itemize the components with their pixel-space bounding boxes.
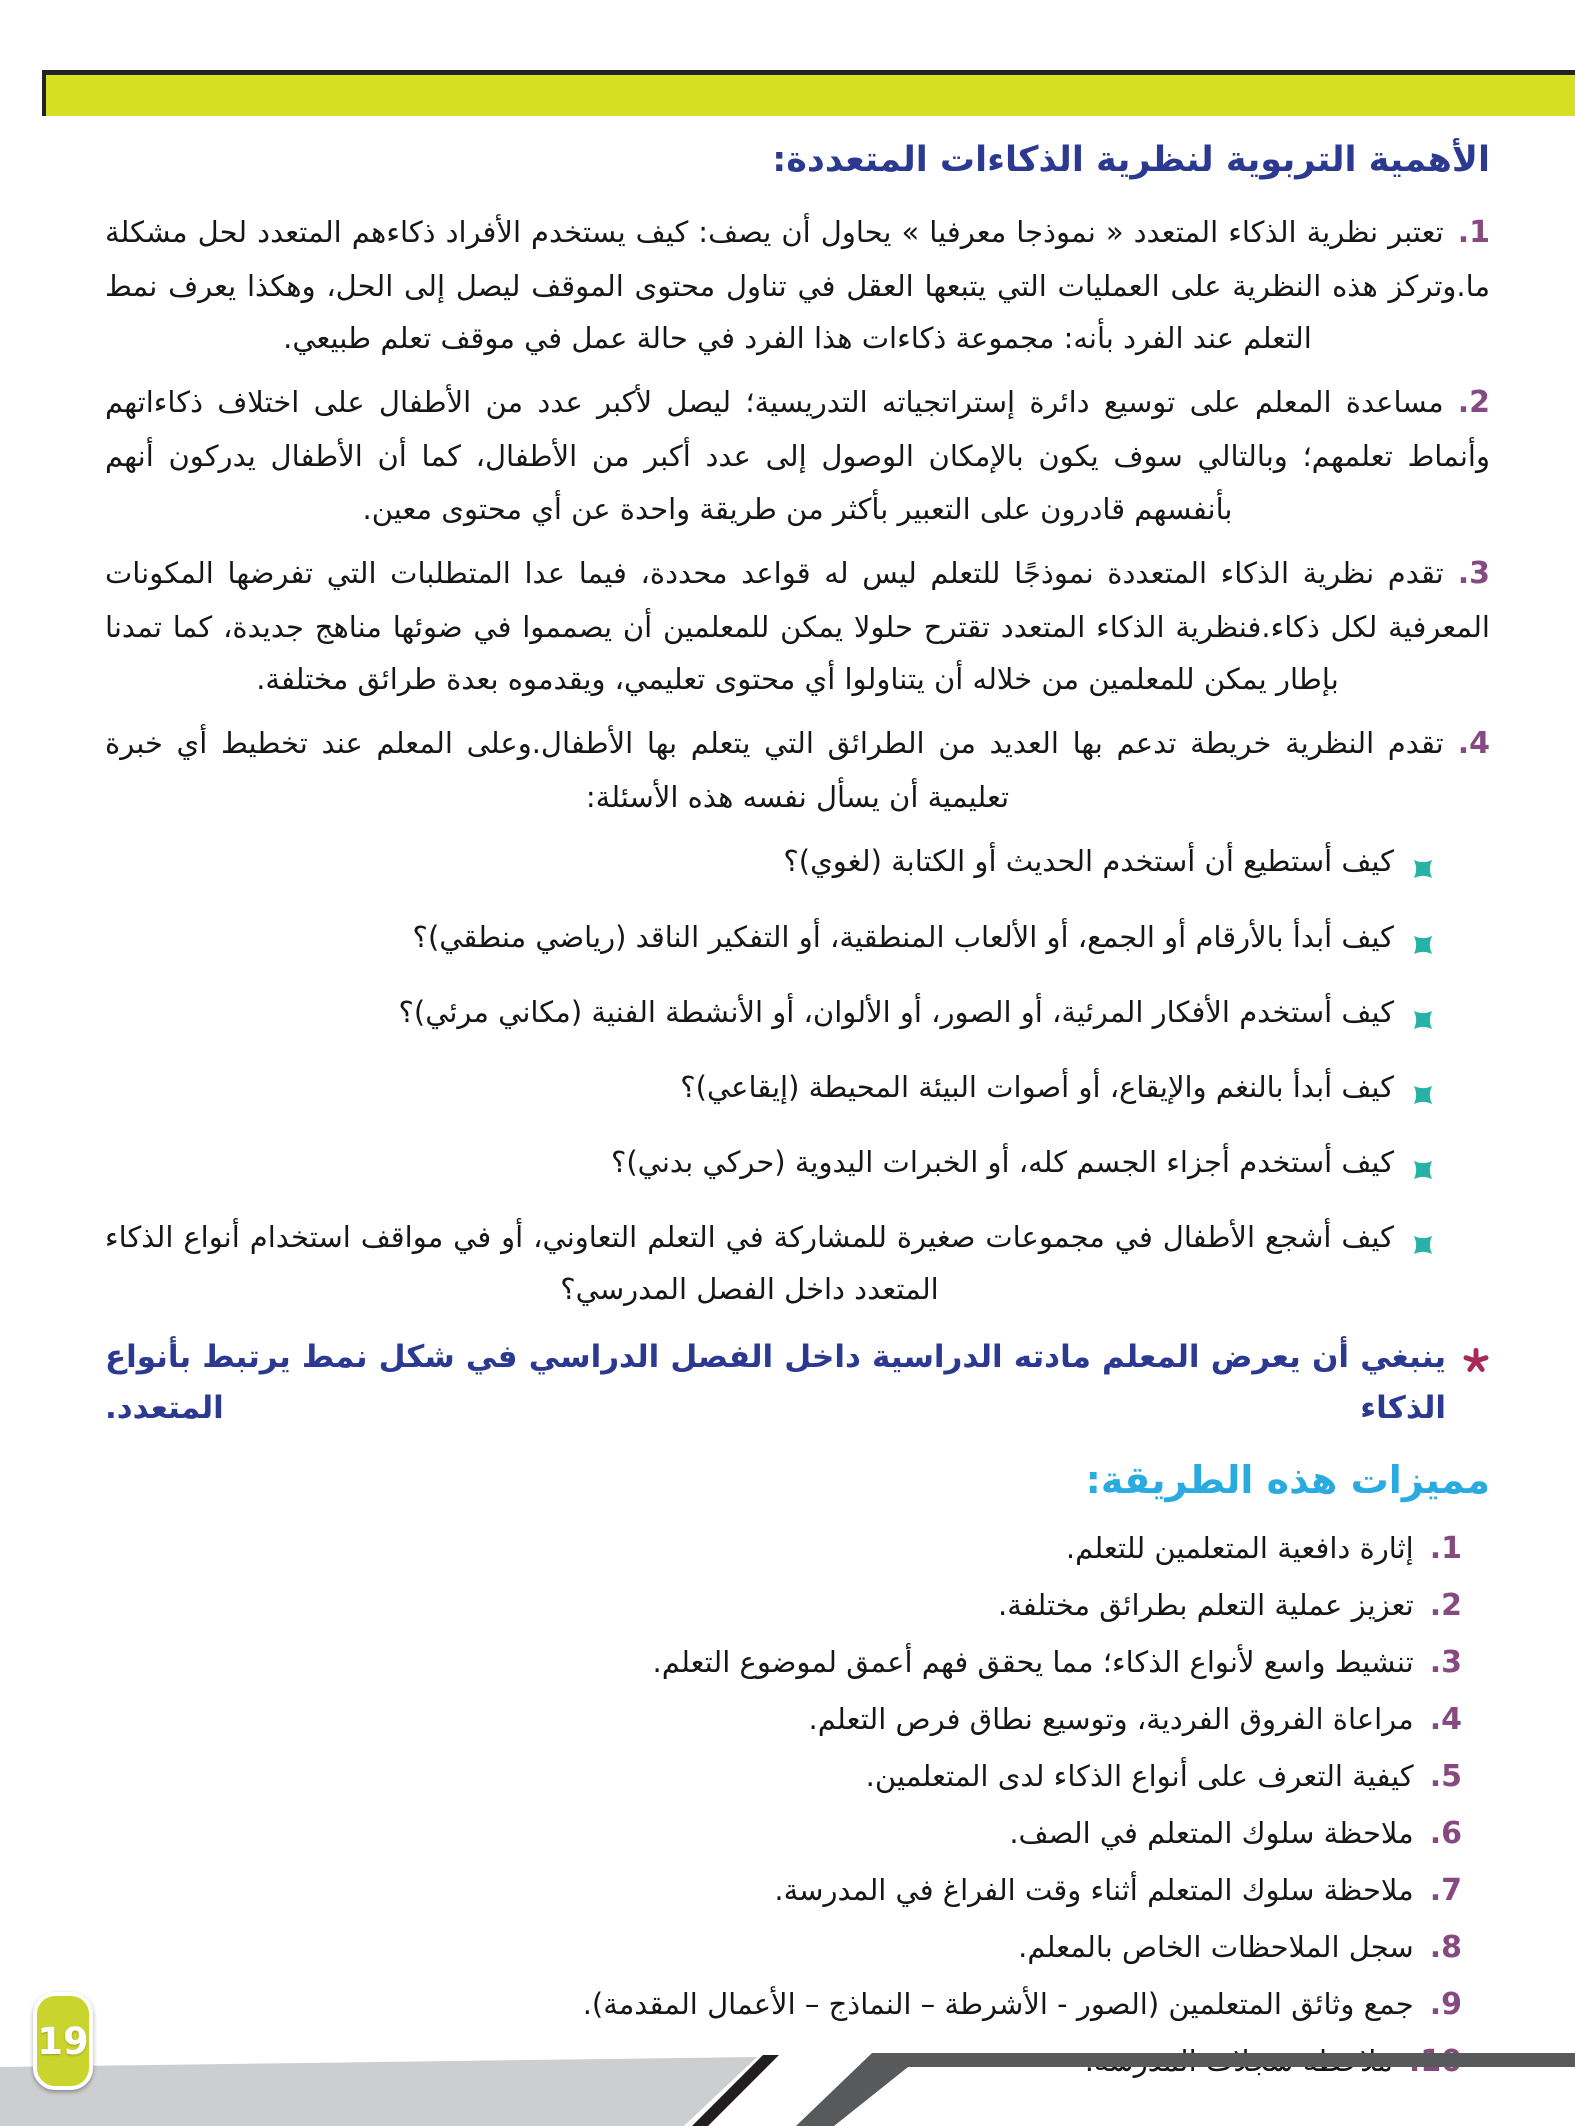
merits-list [105, 1528, 1490, 2083]
diamond-bullet-icon [1412, 995, 1434, 1047]
numbered-paragraph [105, 206, 1490, 364]
page-number: 19 [37, 2019, 89, 2063]
item-text: تعتبر نظرية الذكاء المتعدد « نموذجا معرفيا » يحاول أن يصف: كيف يستخدم الأفراد ذكاءهم المتعدد لحل مشكلة ما.وتركز هذه النظرية على العمليات التي يتبعها العقل في تناول محتوى الموقف ليصل إلى الحل، وهكذا يعرف نمط التعلم عند الفرد بأنه: مجموعة ذكاءات هذا الفرد في حالة عمل في موقف تعلم طبيعي. [105, 215, 1490, 356]
merit-item [105, 1585, 1462, 1627]
item-text: ملاحظة سلوك المتعلم في الصف. [1009, 1815, 1414, 1850]
footer-decoration [0, 2046, 1575, 2126]
merit-item [105, 1528, 1462, 1570]
question-item [105, 1136, 1434, 1197]
page-number-badge [33, 1992, 93, 2090]
question-item [105, 835, 1434, 896]
item-number: 4. [1429, 1701, 1462, 1737]
item-text: تقدم نظرية الذكاء المتعددة نموذجًا للتعلم ليس له قواعد محددة، فيما عدا المتطلبات التي تفرضها المكونات المعرفية لكل ذكاء.فنظرية الذكاء المتعدد تقترح حلولا يمكن للمعلمين أن يصمموا في ضوئها مناهج جديدة، كما تمدنا بإطار يمكن للمعلمين من خلاله أن يتناولوا أي محتوى تعليمي، ويقدموه بعدة طرائق مختلفة. [105, 555, 1490, 696]
diamond-bullet-icon [1412, 920, 1434, 972]
numbered-paragraph [105, 717, 1490, 823]
item-number: 2. [1429, 1587, 1462, 1623]
page-content [105, 140, 1490, 2098]
question-item [105, 986, 1434, 1047]
item-text: تعزيز عملية التعلم بطرائق مختلفة. [997, 1587, 1414, 1622]
diamond-bullet-icon [1412, 1070, 1434, 1122]
question-item [105, 911, 1434, 972]
question-text: كيف أبدأ بالنغم والإيقاع، أو أصوات البيئة المحيطة (إيقاعي)؟ [680, 1069, 1394, 1104]
item-number: 1. [1457, 215, 1490, 250]
item-number: 8. [1429, 1929, 1462, 1965]
item-number: 5. [1429, 1758, 1462, 1794]
item-text: مراعاة الفروق الفردية، وتوسيع نطاق فرص التعلم. [808, 1701, 1414, 1736]
merit-item [105, 1984, 1462, 2026]
item-text: تقدم النظرية خريطة تدعم بها العديد من الطرائق التي يتعلم بها الأطفال.وعلى المعلم عند تخطيط أي خبرة تعليمية أن يسأل نفسه هذه الأسئلة: [105, 726, 1444, 815]
item-text: ملاحظة سلوك المتعلم أثناء وقت الفراغ في المدرسة. [774, 1872, 1414, 1907]
merit-item [105, 1870, 1462, 1912]
item-number: 4. [1457, 726, 1490, 762]
question-text: كيف أبدأ بالأرقام أو الجمع، أو الألعاب المنطقية، أو التفكير الناقد (رياضي منطقي)؟ [412, 919, 1394, 954]
merit-item [105, 1927, 1462, 1969]
diamond-bullet-icon [1412, 844, 1434, 896]
item-text: تنشيط واسع لأنواع الذكاء؛ مما يحقق فهم أعمق لموضوع التعلم. [652, 1644, 1414, 1679]
merit-item [105, 1642, 1462, 1684]
item-number: 7. [1429, 1872, 1462, 1908]
item-number: 1. [1429, 1530, 1462, 1566]
section-title-educational-importance: الأهمية التربوية لنظرية الذكاءات المتعددة: [772, 140, 1490, 180]
item-text: سجل الملاحظات الخاص بالمعلم. [1018, 1929, 1414, 1964]
diamond-bullet-icon [1412, 1220, 1434, 1272]
question-text: كيف أستخدم الأفكار المرئية، أو الصور، أو الألوان، أو الأنشطة الفنية (مكاني مرئي)؟ [398, 994, 1394, 1029]
questions-list [105, 835, 1490, 1315]
item-number: 3. [1429, 1644, 1462, 1680]
item-text: كيفية التعرف على أنواع الذكاء لدى المتعلمين. [865, 1758, 1414, 1793]
item-number: 6. [1429, 1815, 1462, 1851]
teacher-note [105, 1332, 1490, 1434]
diamond-bullet-icon [1412, 1145, 1434, 1197]
item-text: مساعدة المعلم على توسيع دائرة إستراتجياته التدريسية؛ ليصل لأكبر عدد من الأطفال على اختلاف ذكاءاتهم وأنماط تعلمهم؛ وبالتالي سوف يكون بالإمكان الوصول إلى عدد أكبر من الأطفال، كما أن الأطفال يدركون أنهم بأنفسهم قادرون على التعبير بأكثر من طريقة واحدة عن أي محتوى معين. [105, 385, 1490, 526]
note-text: ينبغي أن يعرض المعلم مادته الدراسية داخل الفصل الدراسي في شكل نمط يرتبط بأنواع الذكاء المتعدد. [105, 1338, 1446, 1426]
question-text: كيف أشجع الأطفال في مجموعات صغيرة للمشاركة في التعلم التعاوني، أو في مواقف استخدام أنواع الذكاء المتعدد داخل الفصل المدرسي؟ [105, 1220, 1394, 1307]
question-item [105, 1211, 1434, 1315]
top-accent-band [42, 70, 1575, 116]
question-item [105, 1061, 1434, 1122]
item-number: 9. [1429, 1986, 1462, 2022]
section-title-merits: مميزات هذه الطريقة: [1085, 1457, 1490, 1502]
star-icon [1462, 1340, 1490, 1391]
merit-item [105, 1813, 1462, 1855]
item-number: 3. [1457, 555, 1490, 591]
question-text: كيف أستطيع أن أستخدم الحديث أو الكتابة (لغوي)؟ [783, 844, 1394, 879]
numbered-paragraph [105, 376, 1490, 534]
numbered-paragraph [105, 547, 1490, 705]
merit-item [105, 1699, 1462, 1741]
question-text: كيف أستخدم أجزاء الجسم كله، أو الخبرات اليدوية (حركي بدني)؟ [610, 1145, 1394, 1180]
item-number: 2. [1457, 385, 1490, 421]
merit-item [105, 1756, 1462, 1798]
item-text: إثارة دافعية المتعلمين للتعلم. [1065, 1530, 1414, 1565]
item-text: جمع وثائق المتعلمين (الصور - الأشرطة – النماذج – الأعمال المقدمة). [582, 1986, 1414, 2021]
